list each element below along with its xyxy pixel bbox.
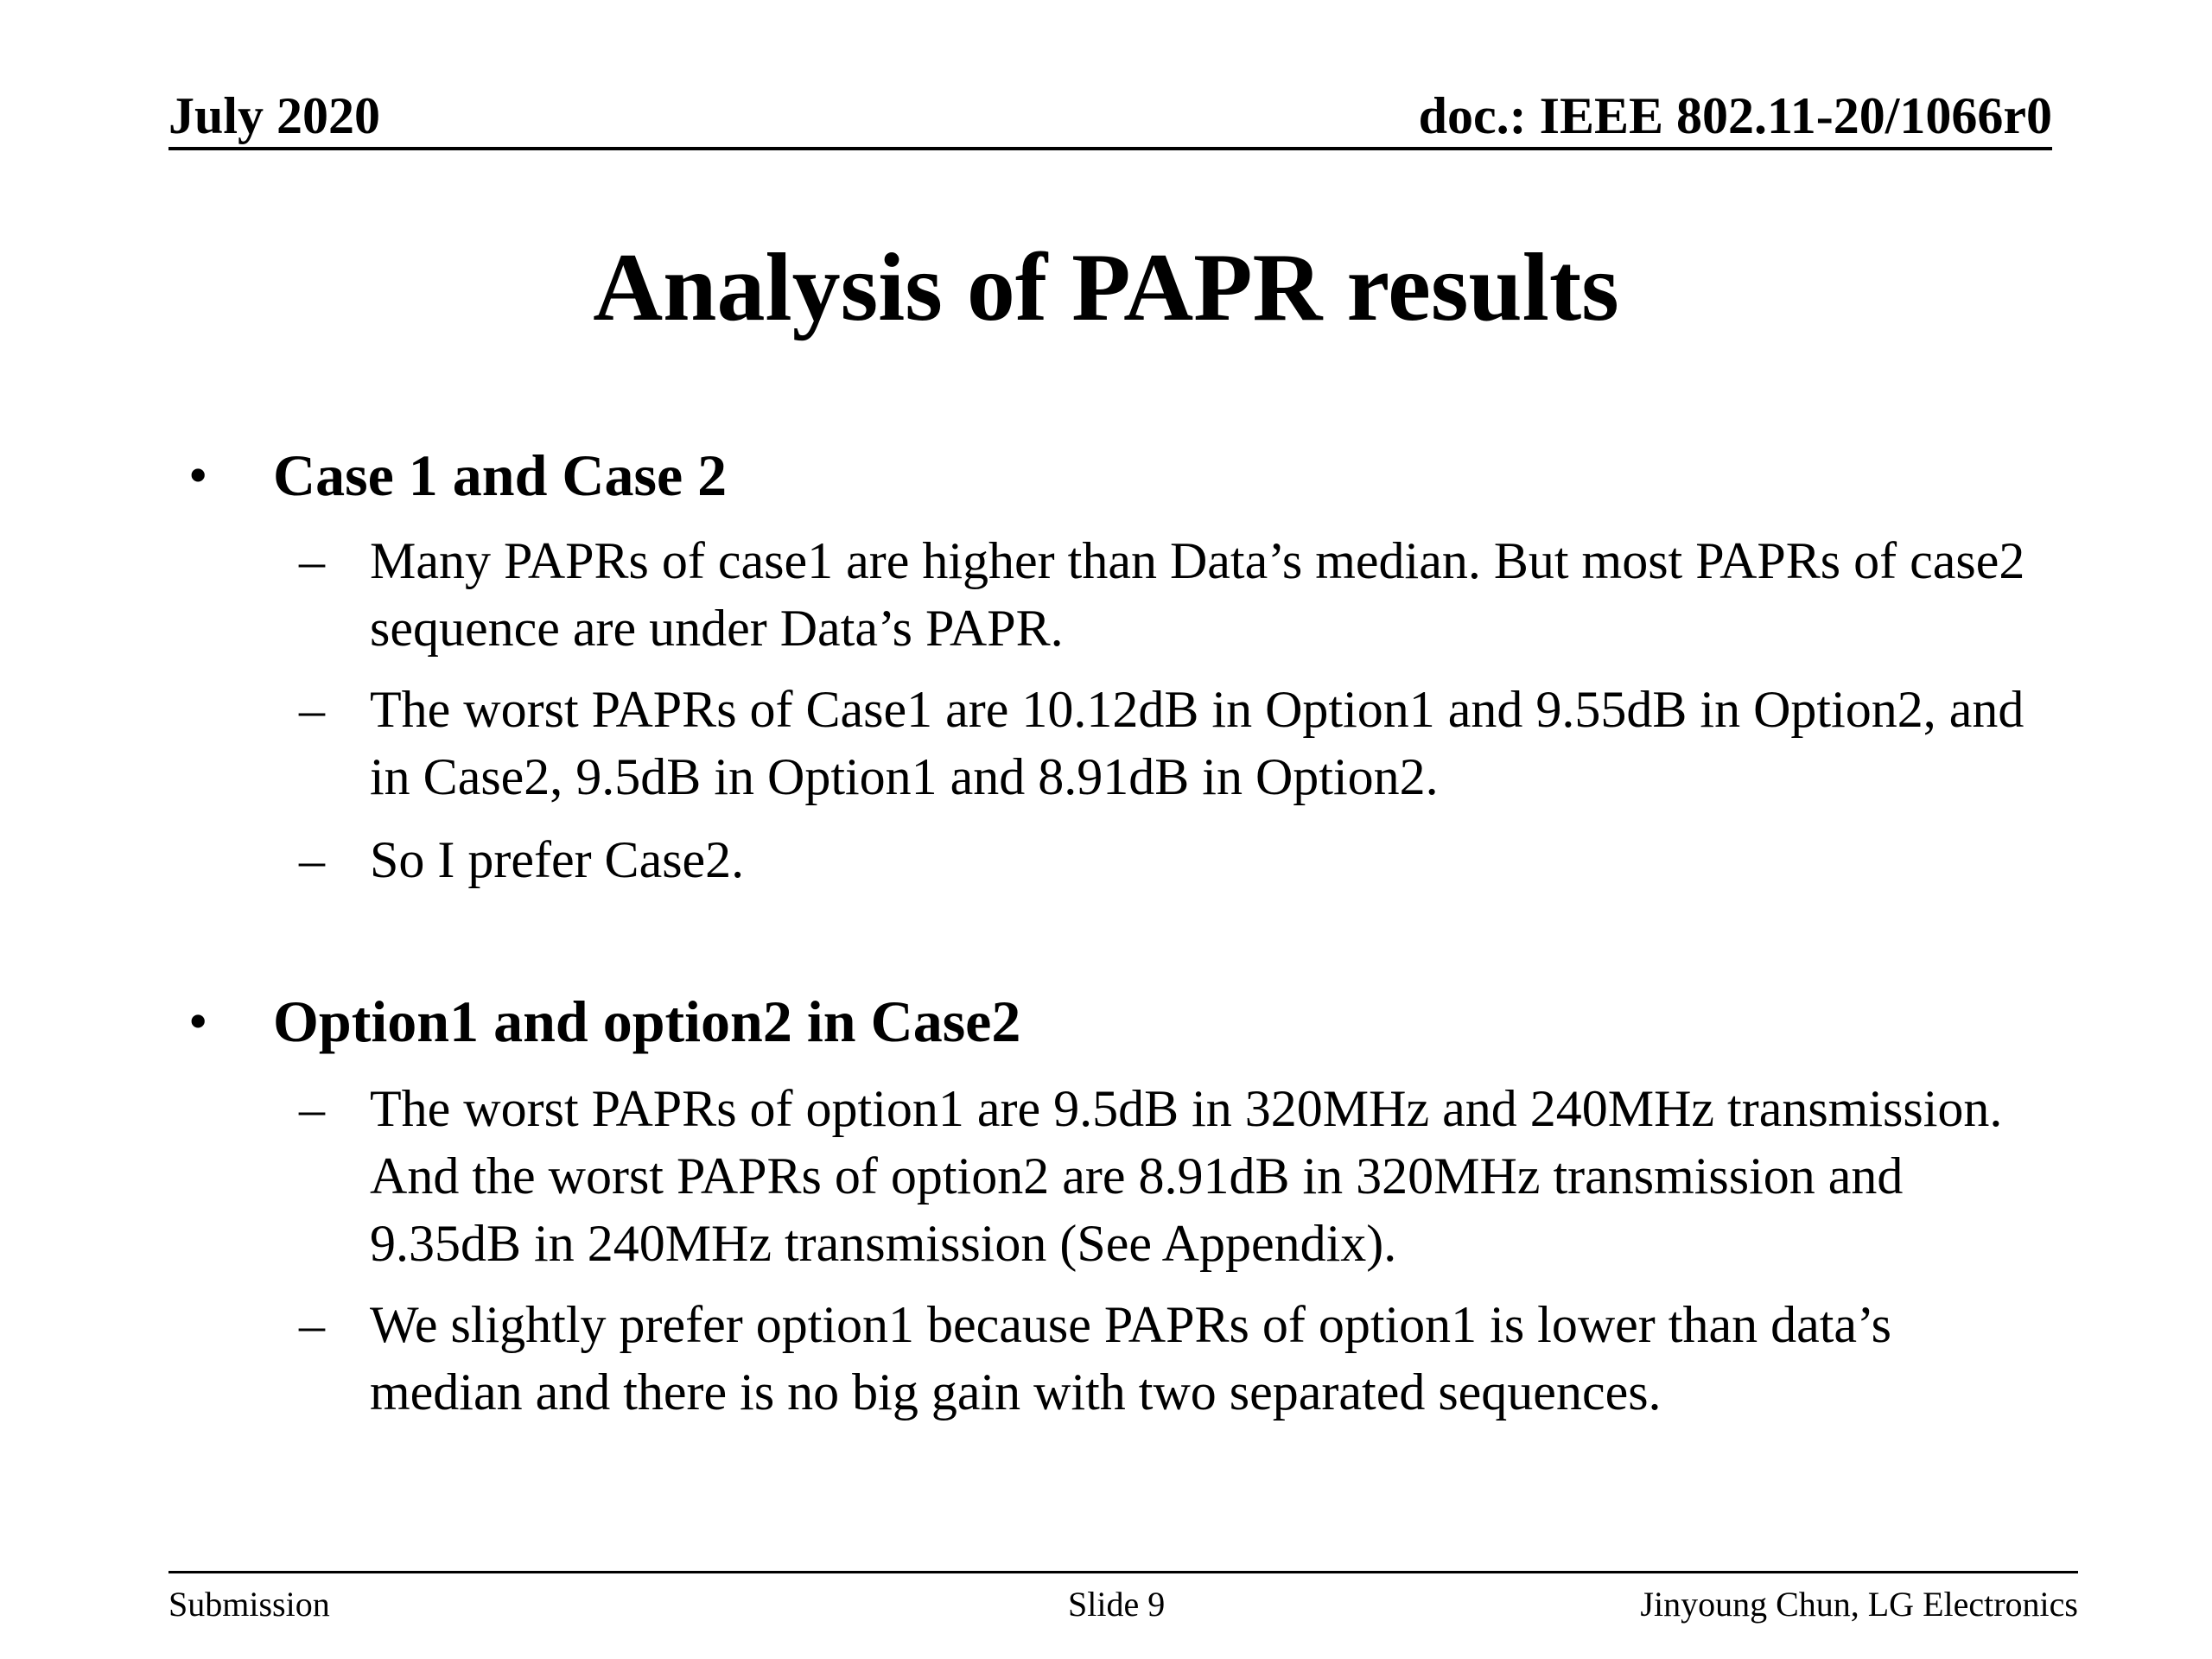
bullet-marker: • [188, 444, 208, 505]
dash-marker: – [299, 681, 325, 738]
list-item-text: The worst PAPRs of Case1 are 10.12dB in Option1 and 9.55dB in Option2, and in Case2, 9.5dB in Option1 and 8.91dB in Option2. [370, 681, 2024, 805]
footer-submission: Submission [168, 1585, 330, 1624]
list-item-text: We slightly prefer option1 because PAPRs of option1 is lower than data’s median and there is no big gain with two separated sequences. [370, 1296, 1892, 1421]
bullet-heading: Case 1 and Case 2 [273, 442, 728, 508]
footer-author: Jinyoung Chun, LG Electronics [1640, 1585, 2078, 1624]
list-item-text: So I prefer Case2. [370, 831, 745, 888]
slide-footer [168, 1571, 2078, 1625]
header-doc-id: doc.: IEEE 802.11-20/1066r0 [1418, 87, 2052, 144]
bullet-heading: Option1 and option2 in Case2 [273, 988, 1021, 1054]
list-item-text: Many PAPRs of case1 are higher than Data’s median. But most PAPRs of case2 sequence are under Data’s PAPR. [370, 532, 2025, 657]
header-date: July 2020 [168, 87, 381, 144]
dash-marker: – [299, 1296, 325, 1353]
footer-slide-number: Slide 9 [1068, 1585, 1166, 1624]
dash-marker: – [299, 1080, 325, 1137]
dash-marker: – [299, 831, 325, 888]
list-item-text: The worst PAPRs of option1 are 9.5dB in 320MHz and 240MHz transmission. And the worst PAPRs of option2 are 8.91dB in 320MHz transmission and 9.35dB in 240MHz transmission (See Appendix). [370, 1080, 2003, 1272]
slide-header [168, 85, 2052, 150]
slide-title: Analysis of PAPR results [593, 234, 1619, 341]
bullet-marker: • [188, 990, 208, 1052]
dash-marker: – [299, 532, 325, 589]
